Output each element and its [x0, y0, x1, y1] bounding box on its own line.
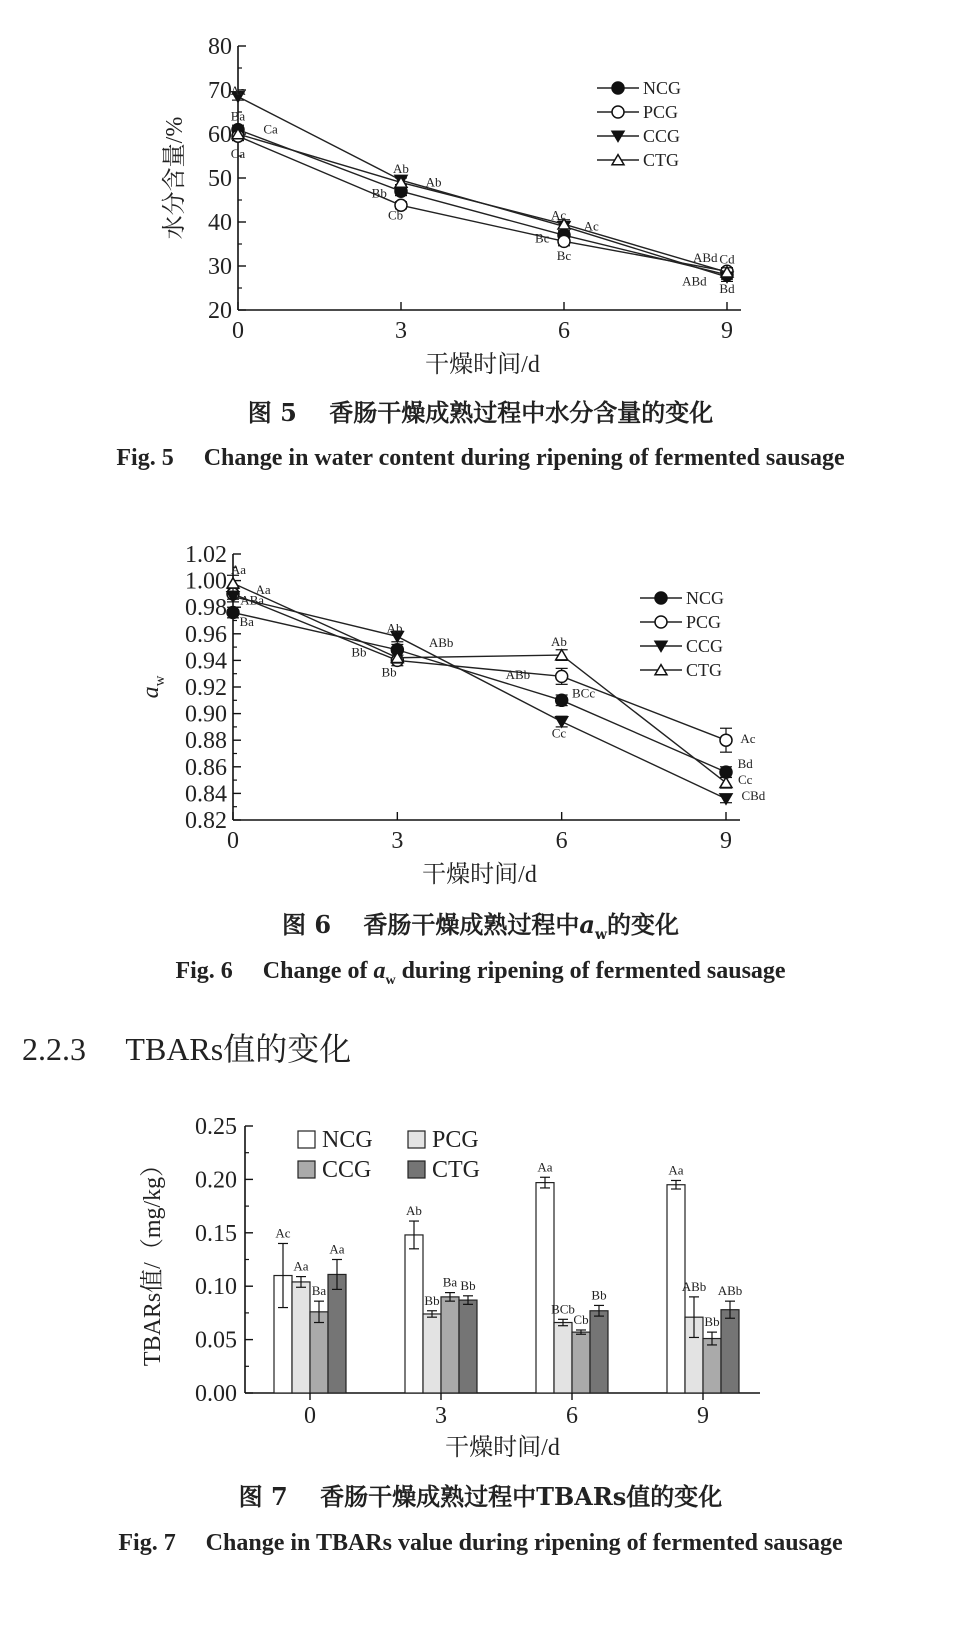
legend-swatch-pcg: [408, 1131, 425, 1148]
y-tick-label: 0.05: [195, 1327, 237, 1354]
legend-label-ncg: NCG: [643, 78, 682, 98]
data-point-pcg: [556, 670, 568, 682]
significance-label: Bd: [737, 756, 753, 772]
legend-swatch-ccg: [298, 1161, 315, 1178]
x-tick-label: 0: [232, 318, 244, 344]
significance-label: Bb: [381, 664, 397, 680]
significance-label: Aa: [230, 82, 246, 98]
bar-ccg: [441, 1297, 459, 1393]
y-tick-label: 0.10: [195, 1274, 237, 1301]
y-tick-label: 60: [208, 122, 232, 148]
y-tick-label: 0.20: [195, 1167, 237, 1194]
y-tick-label: 0.94: [185, 648, 227, 675]
figure6-caption-symbol: a: [579, 910, 595, 939]
y-tick-label: 0.82: [185, 808, 227, 834]
y-axis-title-sub: w: [152, 675, 168, 687]
x-tick-label: 3: [391, 828, 404, 854]
figure6-caption-en: [0, 950, 961, 989]
figure6-caption-en-symbol: a: [373, 958, 386, 984]
x-tick-label: 0: [304, 1403, 316, 1429]
significance-label: BCc: [572, 685, 596, 701]
significance-label: Ba: [239, 613, 254, 629]
legend-label-ccg: CCG: [322, 1157, 372, 1183]
y-tick-label: 1.02: [185, 542, 227, 568]
legend-marker-ncg: [612, 82, 624, 94]
x-axis-title: 干燥时间/d: [445, 1435, 560, 1461]
legend-label-ctg: CTG: [686, 660, 722, 680]
legend-marker-pcg: [655, 616, 667, 628]
significance-label: Bc: [556, 247, 572, 263]
figure6-caption-en-prefix: Fig. 6 Change of: [175, 958, 374, 984]
x-axis-title: 干燥时间/d: [422, 862, 537, 888]
significance-label: BCb: [551, 1301, 575, 1317]
data-point-ctg: [227, 578, 239, 588]
significance-label: Cc: [737, 772, 753, 788]
y-axis-title: [138, 675, 168, 698]
figure6-line-chart: [0, 520, 961, 910]
bar-ncg: [405, 1235, 423, 1393]
x-tick-label: 9: [720, 828, 732, 854]
significance-label: Ba: [311, 1283, 327, 1299]
series-line-pcg: [233, 594, 726, 740]
data-point-pcg: [558, 235, 570, 247]
bar-ctg: [328, 1274, 346, 1393]
legend-label-pcg: PCG: [643, 102, 679, 122]
y-tick-label: 0.90: [185, 701, 227, 728]
significance-label: ABa: [240, 592, 265, 608]
figure7-bar-chart: [0, 1095, 961, 1475]
y-tick-label: 20: [208, 298, 232, 324]
y-tick-label: 0.98: [185, 595, 227, 622]
x-tick-label: 0: [227, 828, 239, 854]
significance-label: Cc: [551, 725, 567, 741]
significance-label: Bb: [371, 185, 387, 201]
significance-label: Bb: [591, 1287, 607, 1303]
significance-label: Ca: [263, 121, 278, 137]
significance-label: Aa: [537, 1159, 553, 1175]
significance-label: Bb: [704, 1314, 720, 1330]
figure6-caption-cn-suffix: 的变化: [607, 910, 680, 939]
significance-label: Ab: [386, 620, 403, 636]
figure6-caption-en-symbol-sub: w: [385, 972, 396, 988]
series-line-ctg: [233, 583, 726, 783]
y-tick-label: 0.25: [195, 1114, 237, 1140]
significance-label: Ac: [740, 730, 756, 746]
x-axis-title: 干燥时间/d: [425, 352, 540, 378]
figure7-caption-cn: 图 7 香肠干燥成熟过程中TBARs值的变化: [238, 1482, 723, 1511]
figure7-caption-en: Fig. 7 Change in TBARs value during ripening of fermented sausage: [118, 1530, 843, 1556]
bar-ccg: [703, 1339, 721, 1393]
legend-label-ctg: CTG: [432, 1157, 480, 1183]
significance-label: ABd: [682, 273, 707, 289]
significance-label: ABb: [717, 1283, 743, 1299]
legend-swatch-ctg: [408, 1161, 425, 1178]
bar-pcg: [423, 1314, 441, 1393]
legend-label-ncg: NCG: [686, 588, 725, 608]
y-axis-title-main: a: [138, 686, 164, 699]
x-tick-label: 9: [697, 1403, 709, 1429]
legend-label-ncg: NCG: [322, 1127, 373, 1153]
significance-label: Ac: [550, 207, 567, 223]
significance-label: CBd: [741, 788, 766, 804]
significance-label: Aa: [230, 561, 247, 577]
significance-label: ABb: [505, 667, 531, 683]
bar-ctg: [459, 1300, 477, 1393]
x-tick-label: 3: [395, 318, 407, 344]
bar-pcg: [554, 1323, 572, 1393]
bar-pcg: [292, 1282, 310, 1393]
legend-marker-pcg: [612, 106, 624, 118]
figure5-line-chart: [0, 0, 961, 400]
data-point-pcg: [720, 734, 732, 746]
bar-ccg: [572, 1332, 590, 1393]
y-tick-label: 70: [208, 78, 232, 104]
significance-label: ABb: [681, 1278, 707, 1294]
significance-label: Ba: [230, 108, 246, 124]
significance-label: Cb: [573, 1311, 589, 1327]
y-tick-label: 0.15: [195, 1220, 237, 1247]
data-point-ncg: [556, 694, 568, 706]
significance-label: Bb: [460, 1277, 476, 1293]
x-tick-label: 6: [558, 318, 570, 344]
significance-label: Ba: [442, 1274, 458, 1290]
x-tick-label: 3: [435, 1403, 447, 1429]
series-line-ncg: [233, 613, 726, 773]
y-tick-label: 30: [208, 254, 232, 280]
y-axis-title: TBARs值/（mg/kg）: [140, 1152, 166, 1367]
y-tick-label: 0.86: [185, 754, 227, 781]
figure6-caption-symbol-sub: w: [594, 926, 608, 943]
figure6-caption-cn: [0, 905, 961, 943]
significance-label: Aa: [329, 1241, 345, 1257]
significance-label: Aa: [255, 581, 271, 597]
significance-label: Bd: [719, 280, 735, 296]
significance-label: Aa: [668, 1162, 684, 1178]
legend-swatch-ncg: [298, 1131, 315, 1148]
y-tick-label: 0.92: [185, 675, 227, 701]
significance-label: Bc: [535, 230, 550, 246]
significance-label: Bb: [351, 644, 367, 660]
legend-marker-ncg: [655, 592, 667, 604]
legend-label-pcg: PCG: [686, 612, 722, 632]
data-point-ncg: [227, 607, 239, 619]
y-tick-label: 0.88: [185, 728, 227, 755]
figure6-caption-en-suffix: during ripening of fermented sausage: [395, 958, 786, 984]
significance-label: ABb: [428, 635, 454, 651]
series-line-ccg: [233, 597, 726, 799]
y-tick-label: 40: [208, 210, 232, 236]
y-tick-label: 0.84: [185, 781, 227, 808]
significance-label: Aa: [293, 1258, 309, 1274]
significance-label: Cd: [719, 251, 735, 267]
significance-label: Ca: [230, 145, 246, 161]
significance-label: Ab: [393, 161, 409, 177]
x-tick-label: 6: [555, 828, 568, 854]
x-tick-label: 6: [566, 1403, 578, 1429]
bar-ctg: [721, 1310, 739, 1393]
figure5-caption-en: Fig. 5 Change in water content during ripening of fermented sausage: [116, 445, 845, 471]
legend-label-pcg: PCG: [432, 1127, 479, 1153]
figure5-caption-cn: 图 5 香肠干燥成熟过程中水分含量的变化: [247, 398, 714, 427]
legend-label-ccg: CCG: [643, 126, 681, 146]
significance-label: ABd: [692, 250, 718, 266]
significance-label: Cb: [387, 207, 404, 223]
bar-ncg: [536, 1183, 554, 1393]
significance-label: Ac: [583, 218, 599, 234]
y-tick-label: 0.00: [195, 1381, 237, 1407]
bar-ctg: [590, 1311, 608, 1393]
significance-label: Ab: [406, 1203, 422, 1219]
y-axis-title: 水分含量/%: [162, 116, 188, 240]
legend-label-ccg: CCG: [686, 636, 724, 656]
significance-label: Ac: [275, 1225, 291, 1241]
x-tick-label: 9: [721, 318, 733, 344]
y-tick-label: 0.96: [185, 621, 227, 648]
significance-label: Ab: [550, 633, 567, 649]
figure6-caption-cn-prefix: 图 6 香肠干燥成熟过程中: [281, 910, 580, 939]
y-tick-label: 1.00: [185, 568, 227, 595]
significance-label: Ab: [425, 174, 442, 190]
section-heading: 2.2.3 TBARs值的变化: [22, 1031, 352, 1067]
y-tick-label: 80: [208, 34, 232, 60]
y-tick-label: 50: [208, 166, 232, 192]
legend-label-ctg: CTG: [643, 150, 679, 170]
bar-ccg: [310, 1312, 328, 1393]
significance-label: Bb: [424, 1292, 440, 1308]
